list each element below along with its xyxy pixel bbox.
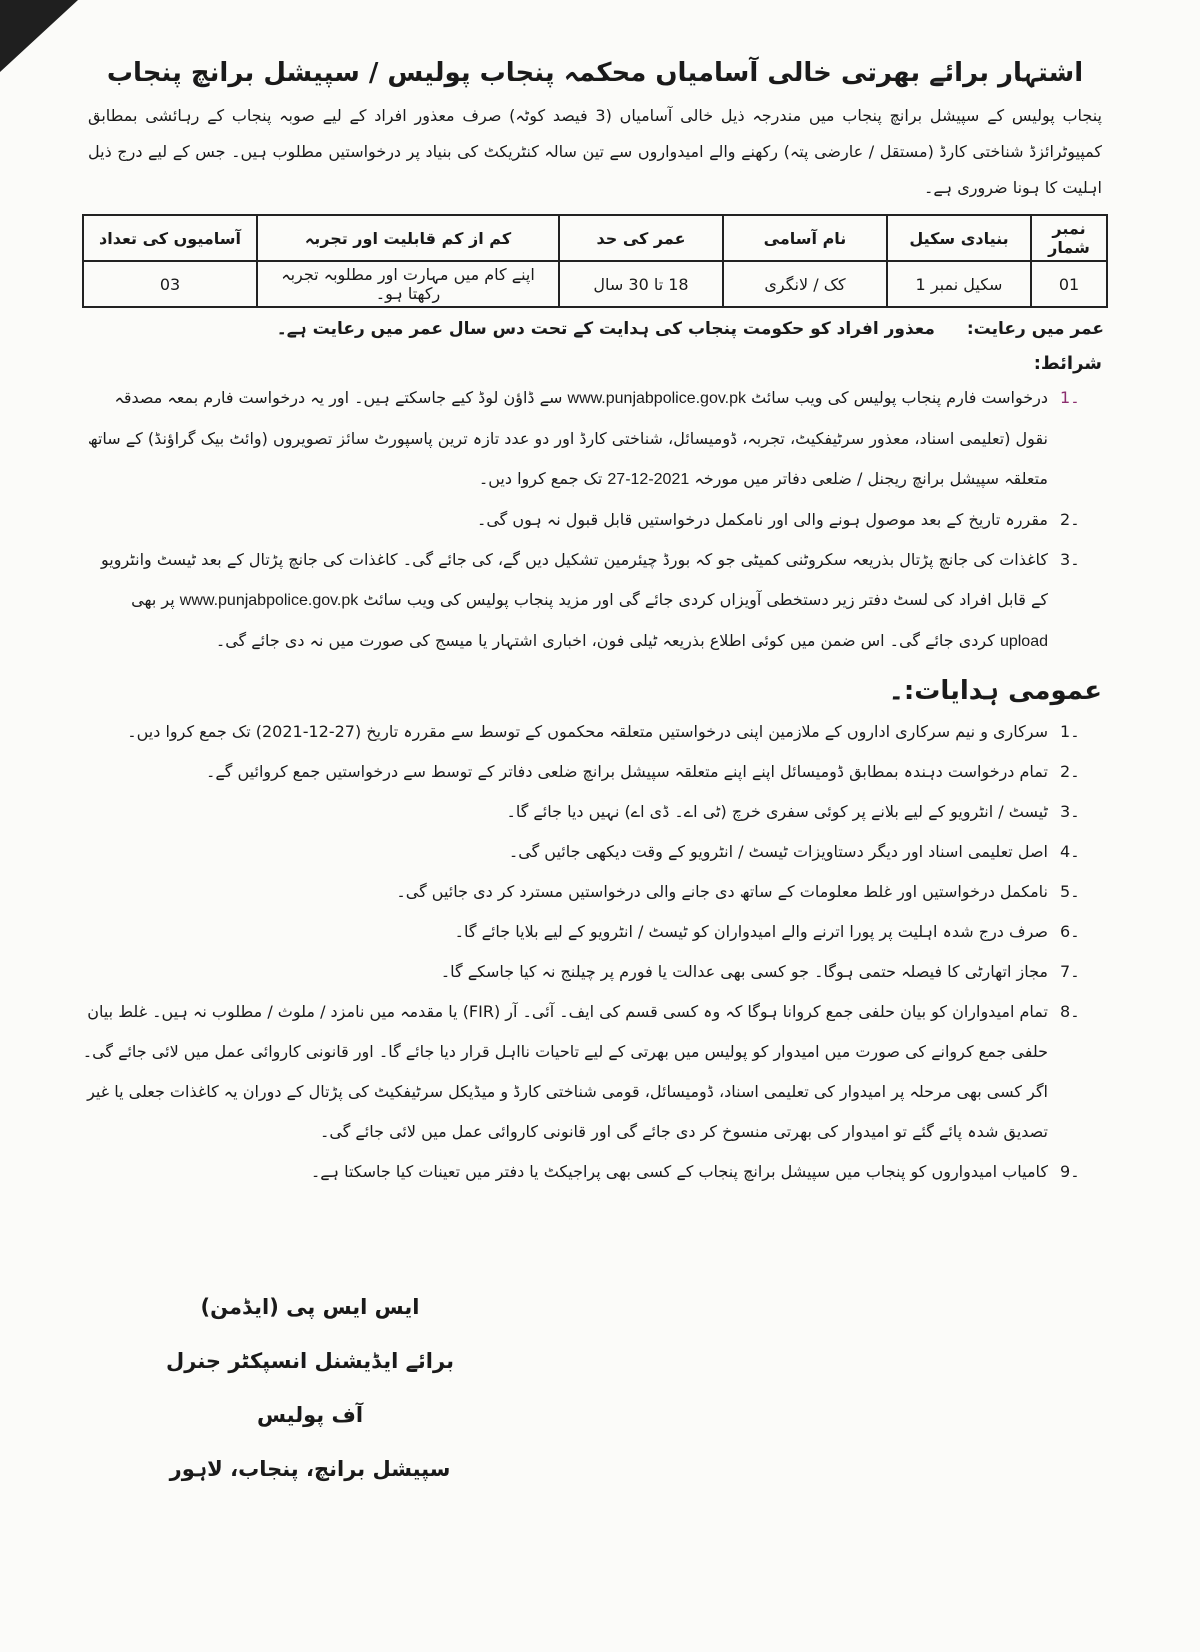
instruction-number: 6۔ xyxy=(1060,922,1080,941)
signature-block xyxy=(150,1280,470,1496)
website-link[interactable]: www.punjabpolice.gov.pk xyxy=(179,592,359,609)
instruction-text: صرف درج شدہ اہلیت پر پورا اترنے والے امیدواران کو ٹیسٹ / انٹرویو کے لیے بلایا جائے گا۔ xyxy=(454,922,1048,941)
instruction-number: 8۔ xyxy=(1060,1002,1080,1021)
instruction-number: 3۔ xyxy=(1060,802,1080,821)
header-scale: بنیادی سکیل xyxy=(887,215,1031,261)
header-age-limit: عمر کی حد xyxy=(559,215,723,261)
signature-location: سپیشل برانچ، پنجاب، لاہور xyxy=(169,1457,451,1481)
condition-item-1 xyxy=(82,378,1104,500)
age-concession-label: عمر میں رعایت: xyxy=(966,319,1104,339)
signature-office: برائے ایڈیشنل انسپکٹر جنرل آف پولیس xyxy=(166,1349,454,1427)
header-post-name: نام آسامی xyxy=(723,215,887,261)
instruction-number: 9۔ xyxy=(1060,1162,1080,1181)
instruction-item-7 xyxy=(82,952,1104,992)
instruction-number: 7۔ xyxy=(1060,962,1080,981)
cell-qualification: اپنے کام میں مہارت اور مطلوبہ تجربہ رکھتا ہو۔ xyxy=(257,261,559,307)
condition-text: پر بھی xyxy=(131,590,175,609)
website-link[interactable]: www.punjabpolice.gov.pk xyxy=(567,390,746,407)
condition-text: درخواست فارم پنجاب پولیس کی ویب سائٹ xyxy=(751,388,1048,407)
deadline-date: 27-12-2021 xyxy=(607,471,690,488)
instruction-number: 5۔ xyxy=(1060,882,1080,901)
table-row xyxy=(83,261,1107,307)
instruction-text: سرکاری و نیم سرکاری اداروں کے ملازمین اپنی درخواستیں متعلقہ محکموں کے توسط سے مقررہ تاریخ (27-12-2021) تک جمع کروا دیں۔ xyxy=(127,722,1048,741)
cell-scale: سکیل نمبر 1 xyxy=(887,261,1031,307)
instruction-text: اصل تعلیمی اسناد اور دیگر دستاویزات ٹیسٹ / انٹرویو کے وقت دیکھی جائیں گی۔ xyxy=(508,842,1048,861)
condition-item-3 xyxy=(82,540,1104,662)
condition-text: مقررہ تاریخ کے بعد موصول ہونے والی اور نامکمل درخواستیں قابل قبول نہ ہوں گی۔ xyxy=(476,510,1048,529)
conditions-heading: شرائط: xyxy=(1033,353,1102,374)
cell-post-count: 03 xyxy=(83,261,257,307)
instruction-item-3 xyxy=(82,792,1104,832)
instruction-item-9 xyxy=(82,1152,1104,1192)
instruction-item-2 xyxy=(82,752,1104,792)
condition-text: کردی جائے گی۔ اس ضمن میں کوئی اطلاع بذریعہ ٹیلی فون، اخباری اشتہار یا میسج کی صورت میں نہ دی جائے گی۔ xyxy=(215,631,995,650)
table-header-row xyxy=(83,215,1107,261)
header-serial: نمبر شمار xyxy=(1031,215,1107,261)
condition-text: سے ڈاؤن لوڈ کیے جاسکتے ہیں۔ اور یہ درخواست فارم بمعہ مصدقہ نقول (تعلیمی اسناد، معذور سرٹیفکیٹ، تجربہ، ڈومیسائل، شناختی کارڈ اور دو عدد تازہ ترین پاسپورٹ سائز تصویروں (وائٹ بیک گراؤنڈ) کے ساتھ متعلقہ سپیشل برانچ ریجنل / ضلعی دفاتر میں مورخہ xyxy=(87,388,1048,488)
instruction-text: تمام امیدواران کو بیان حلفی جمع کروانا ہوگا کہ وہ کسی قسم کی ایف۔ آئی۔ آر (FIR) یا مقدمہ میں نامزد / ملوث / مطلوب نہ ہیں۔ غلط بیان حلفی جمع کروانے کی صورت میں امیدوار کو پولیس میں بھرتی کے لیے تاحیات نااہل قرار دیا جائے گا۔ اور قانونی کاروائی عمل میں لائی جائے گی۔ اگر کسی بھی مرحلہ پر امیدوار کی تعلیمی اسناد، ڈومیسائل، قومی شناختی کارڈ و میڈیکل سرٹیفکیٹ کی پڑتال کے دوران یہ کاغذات جعلی یا غیر تصدیق شدہ پائے گئے تو امیدوار کی بھرتی منسوخ کر دی جائے گی اور قانونی کاروائی عمل میں لائی جائے گی۔ xyxy=(82,1002,1048,1141)
condition-number: 1۔ xyxy=(1060,388,1080,407)
condition-number: 2۔ xyxy=(1060,510,1080,529)
instruction-text: ٹیسٹ / انٹرویو کے لیے بلانے پر کوئی سفری خرچ (ٹی اے۔ ڈی اے) نہیں دیا جائے گا۔ xyxy=(506,802,1048,821)
upload-word: upload xyxy=(999,633,1048,650)
condition-text: تک جمع کروا دیں۔ xyxy=(478,469,603,488)
instruction-number: 2۔ xyxy=(1060,762,1080,781)
instruction-number: 1۔ xyxy=(1060,722,1080,741)
instruction-text: کامیاب امیدواروں کو پنجاب میں سپیشل برانچ پنجاب کے کسی بھی پراجیکٹ یا دفتر میں تعینات کیا جاسکتا ہے۔ xyxy=(310,1162,1048,1181)
signature-designation: ایس ایس پی (ایڈمن) xyxy=(200,1295,420,1319)
instruction-number: 4۔ xyxy=(1060,842,1080,861)
age-concession xyxy=(82,318,1104,339)
instruction-text: مجاز اتھارٹی کا فیصلہ حتمی ہوگا۔ جو کسی بھی عدالت یا فورم پر چیلنج نہ کیا جاسکے گا۔ xyxy=(440,962,1048,981)
general-instructions-heading: عمومی ہدایات:۔ xyxy=(888,676,1102,706)
condition-text: کاغذات کی جانچ پڑتال بذریعہ سکروٹنی کمیٹی جو کہ بورڈ چیئرمین تشکیل دیں گے، کی جائے گی۔ کاغذات کی جانچ پڑتال کے بعد ٹیسٹ وانٹرویو کے قابل افراد کی لسٹ دفتر زیر دستخطی آویزاں کردی جائے گی اور مزید پنجاب پولیس کی ویب سائٹ xyxy=(101,550,1048,609)
scan-corner-fold xyxy=(0,0,78,72)
vacancy-table xyxy=(82,214,1108,308)
header-post-count: آسامیوں کی تعداد xyxy=(83,215,257,261)
instruction-item-4 xyxy=(82,832,1104,872)
cell-post-name: کک / لانگری xyxy=(723,261,887,307)
cell-age-limit: 18 تا 30 سال xyxy=(559,261,723,307)
instruction-item-8 xyxy=(82,992,1104,1152)
instruction-item-6 xyxy=(82,912,1104,952)
age-concession-text: معذور افراد کو حکومت پنجاب کی ہدایت کے تحت دس سال عمر میں رعایت ہے۔ xyxy=(276,319,935,339)
instruction-text: تمام درخواست دہندہ بمطابق ڈومیسائل اپنے اپنے متعلقہ سپیشل برانچ ضلعی دفاتر کے توسط سے درخواستیں جمع کروائیں گے۔ xyxy=(206,762,1048,781)
advertisement-page xyxy=(82,58,1108,1192)
header-qualification: کم از کم قابلیت اور تجربہ xyxy=(257,215,559,261)
instruction-text: نامکمل درخواستیں اور غلط معلومات کے ساتھ دی جانے والی درخواستیں مسترد کر دی جائیں گی۔ xyxy=(396,882,1048,901)
instruction-item-1 xyxy=(82,712,1104,752)
cell-serial: 01 xyxy=(1031,261,1107,307)
page-title: اشتہار برائے بھرتی خالی آسامیاں محکمہ پنجاب پولیس / سپیشل برانچ پنجاب xyxy=(106,58,1084,88)
condition-number: 3۔ xyxy=(1060,550,1080,569)
instruction-item-5 xyxy=(82,872,1104,912)
intro-paragraph: پنجاب پولیس کے سپیشل برانچ پنجاب میں مندرجہ ذیل خالی آسامیاں (3 فیصد کوٹہ) صرف معذور افراد کے لیے صوبہ پنجاب کے رہائشی بمطابق کمپیوٹرائزڈ شناختی کارڈ (مستقل / عارضی پتہ) رکھنے والے امیدواروں سے تین سالہ کنٹریکٹ کی بنیاد پر درخواستیں مطلوب ہیں۔ جس کے لیے درج ذیل اہلیت کا ہونا ضروری ہے۔ xyxy=(88,106,1102,197)
condition-item-2 xyxy=(82,500,1104,540)
